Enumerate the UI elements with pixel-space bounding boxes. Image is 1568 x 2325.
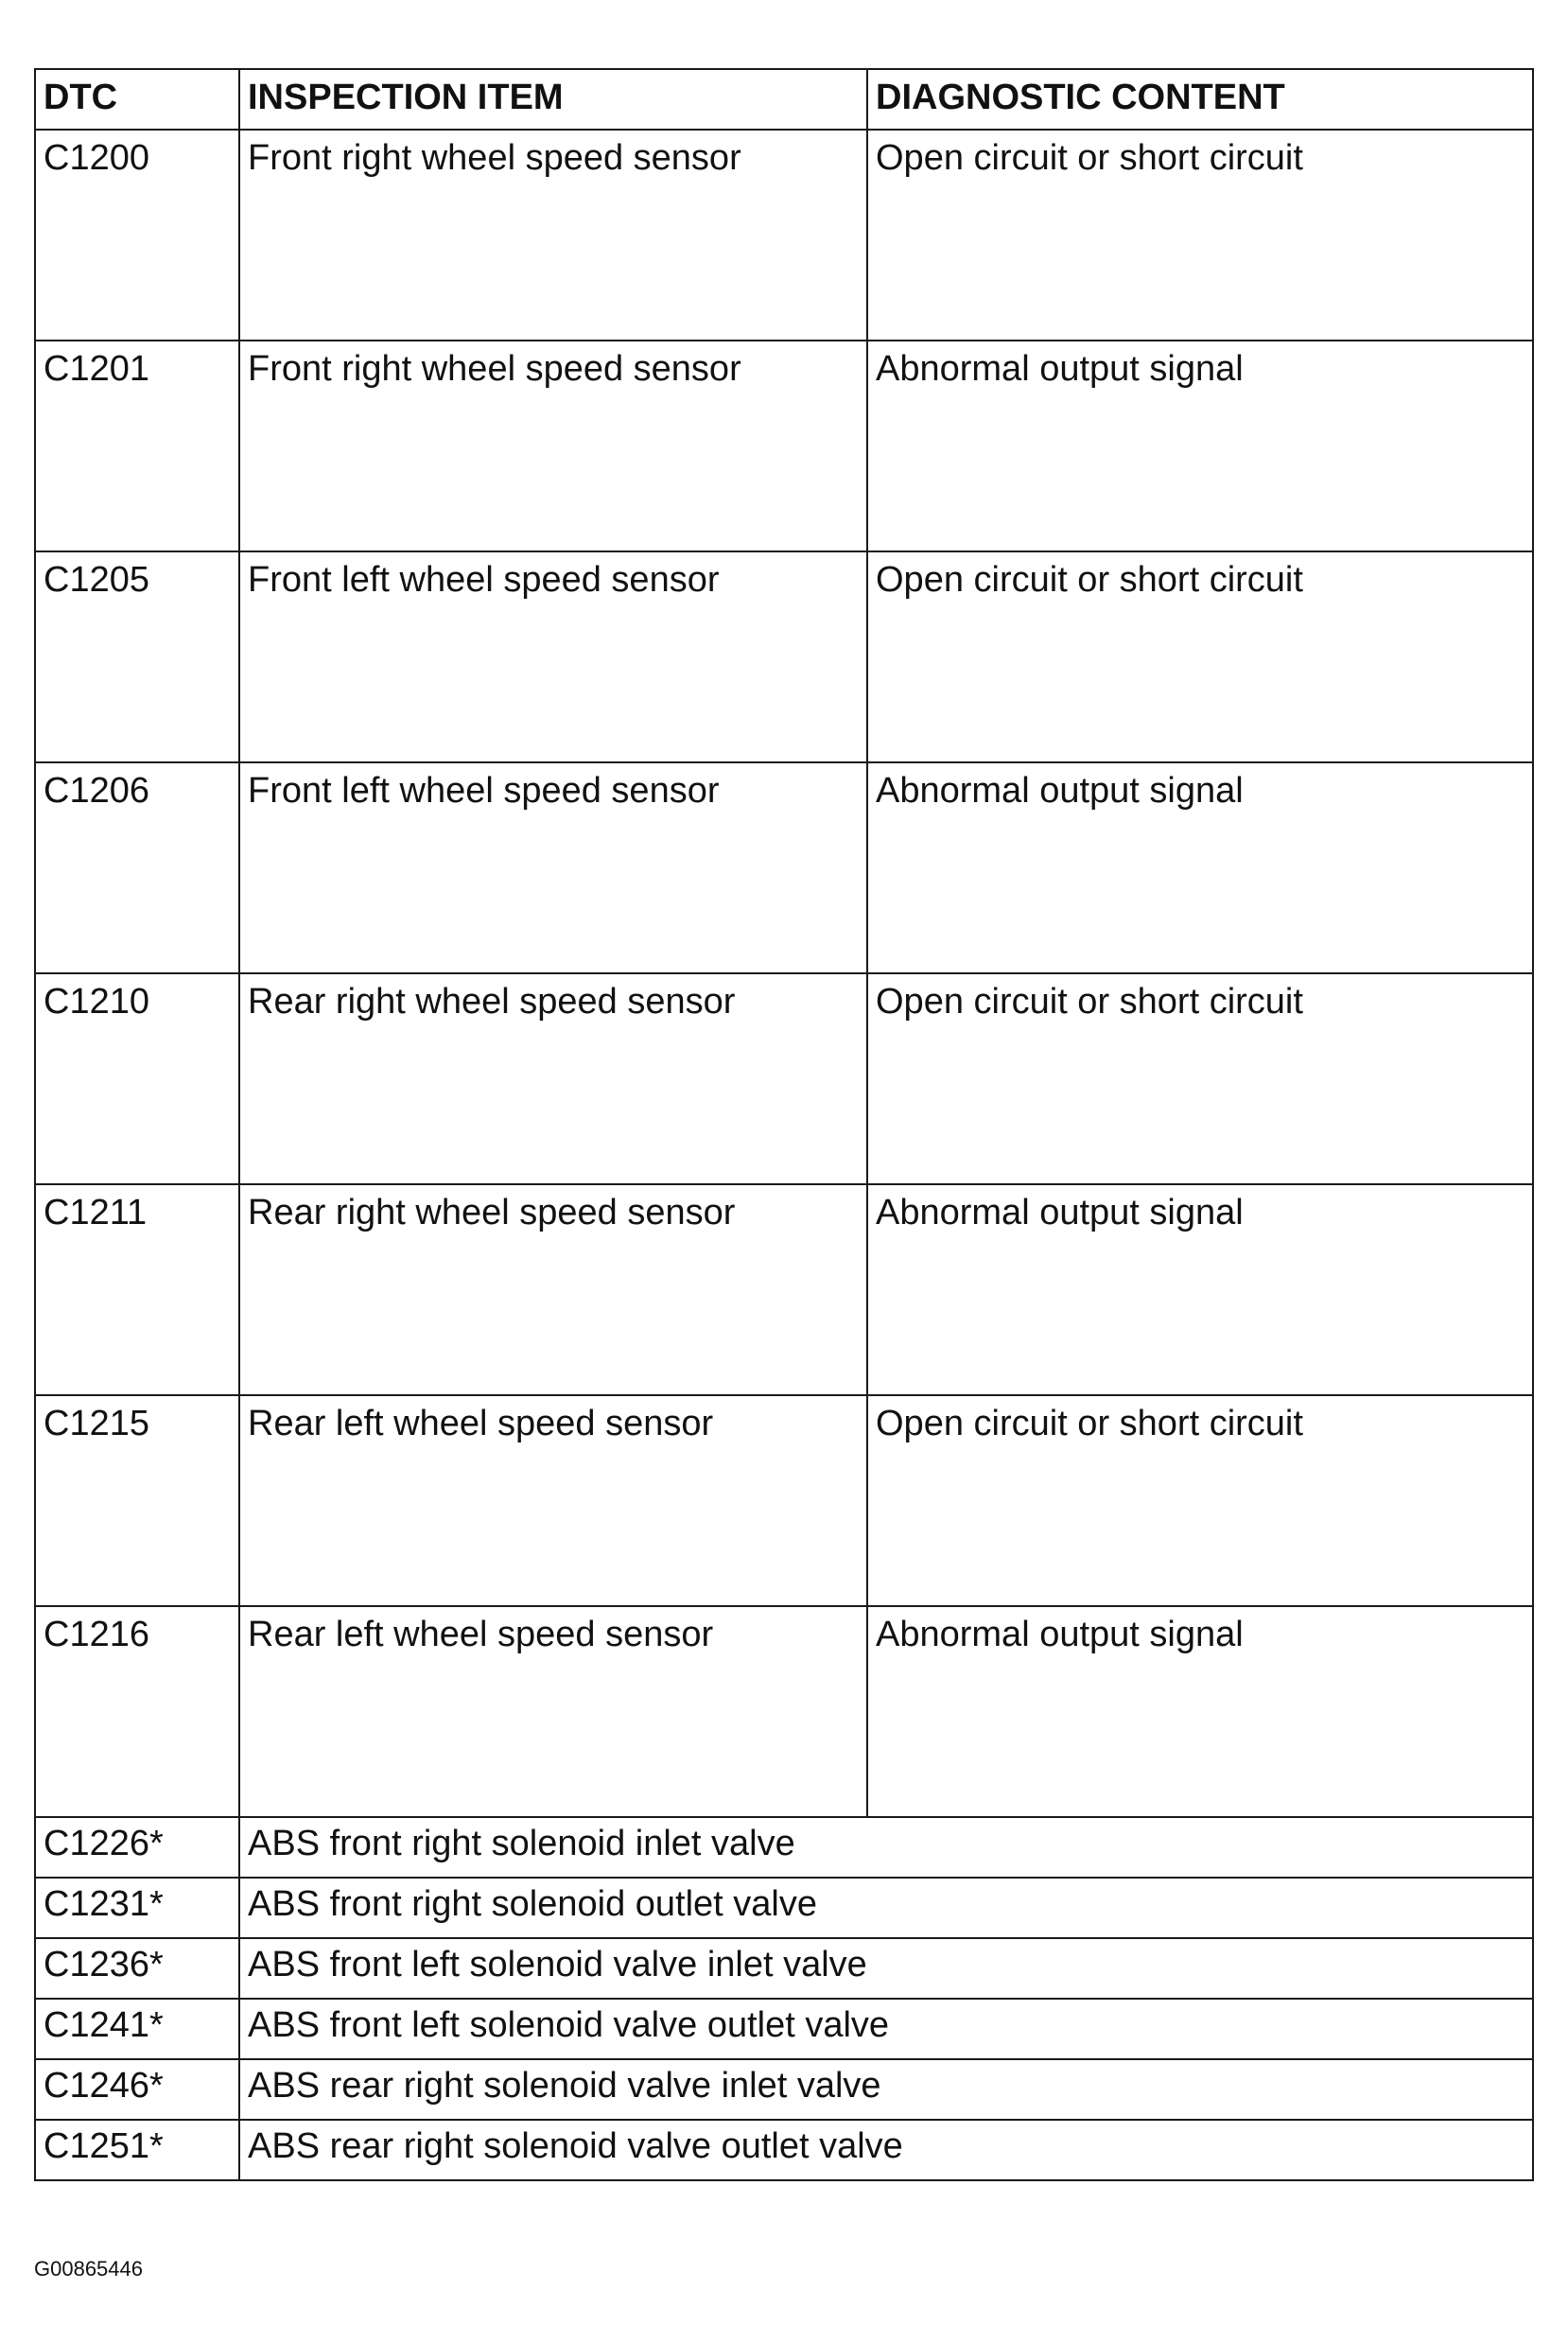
cell-inspection-item: Rear left wheel speed sensor — [239, 1606, 867, 1817]
header-diagnostic-content: DIAGNOSTIC CONTENT — [867, 69, 1533, 130]
cell-dtc: C1231* — [35, 1878, 239, 1938]
cell-diagnostic-content: Open circuit or short circuit — [867, 1395, 1533, 1606]
table-row — [35, 130, 1533, 341]
table-row — [35, 973, 1533, 1184]
cell-inspection-item: ABS front left solenoid valve inlet valve — [239, 1938, 1533, 1999]
table-row — [35, 1817, 1533, 1878]
cell-inspection-item: Front right wheel speed sensor — [239, 341, 867, 551]
cell-dtc: C1236* — [35, 1938, 239, 1999]
table-row — [35, 1938, 1533, 1999]
table-row — [35, 341, 1533, 551]
cell-diagnostic-content: Abnormal output signal — [867, 341, 1533, 551]
cell-inspection-item: Rear right wheel speed sensor — [239, 1184, 867, 1395]
table-row — [35, 1395, 1533, 1606]
cell-dtc: C1215 — [35, 1395, 239, 1606]
cell-dtc: C1201 — [35, 341, 239, 551]
table-row — [35, 1999, 1533, 2059]
figure-id: G00865446 — [34, 2257, 143, 2281]
cell-diagnostic-content: Open circuit or short circuit — [867, 551, 1533, 762]
cell-dtc: C1210 — [35, 973, 239, 1184]
cell-diagnostic-content: Abnormal output signal — [867, 1184, 1533, 1395]
cell-dtc: C1200 — [35, 130, 239, 341]
cell-inspection-item: ABS rear right solenoid valve outlet valve — [239, 2120, 1533, 2180]
cell-inspection-item: ABS front left solenoid valve outlet valve — [239, 1999, 1533, 2059]
cell-inspection-item: Front left wheel speed sensor — [239, 551, 867, 762]
cell-dtc: C1216 — [35, 1606, 239, 1817]
cell-diagnostic-content: Abnormal output signal — [867, 1606, 1533, 1817]
header-dtc: DTC — [35, 69, 239, 130]
cell-inspection-item: Front left wheel speed sensor — [239, 762, 867, 973]
cell-diagnostic-content: Open circuit or short circuit — [867, 130, 1533, 341]
cell-dtc: C1205 — [35, 551, 239, 762]
cell-diagnostic-content: Abnormal output signal — [867, 762, 1533, 973]
dtc-table — [34, 68, 1534, 2181]
cell-inspection-item: Front right wheel speed sensor — [239, 130, 867, 341]
table-row — [35, 1606, 1533, 1817]
cell-diagnostic-content: Open circuit or short circuit — [867, 973, 1533, 1184]
table-row — [35, 1878, 1533, 1938]
cell-inspection-item: ABS front right solenoid inlet valve — [239, 1817, 1533, 1878]
table-header-row — [35, 69, 1533, 130]
table-row — [35, 1184, 1533, 1395]
cell-inspection-item: ABS front right solenoid outlet valve — [239, 1878, 1533, 1938]
cell-inspection-item: Rear left wheel speed sensor — [239, 1395, 867, 1606]
table-row — [35, 762, 1533, 973]
cell-dtc: C1226* — [35, 1817, 239, 1878]
table-row — [35, 2059, 1533, 2120]
cell-inspection-item: ABS rear right solenoid valve inlet valve — [239, 2059, 1533, 2120]
cell-dtc: C1241* — [35, 1999, 239, 2059]
table-row — [35, 551, 1533, 762]
cell-dtc: C1211 — [35, 1184, 239, 1395]
cell-dtc: C1206 — [35, 762, 239, 973]
table-row — [35, 2120, 1533, 2180]
cell-dtc: C1246* — [35, 2059, 239, 2120]
cell-inspection-item: Rear right wheel speed sensor — [239, 973, 867, 1184]
cell-dtc: C1251* — [35, 2120, 239, 2180]
header-inspection-item: INSPECTION ITEM — [239, 69, 867, 130]
